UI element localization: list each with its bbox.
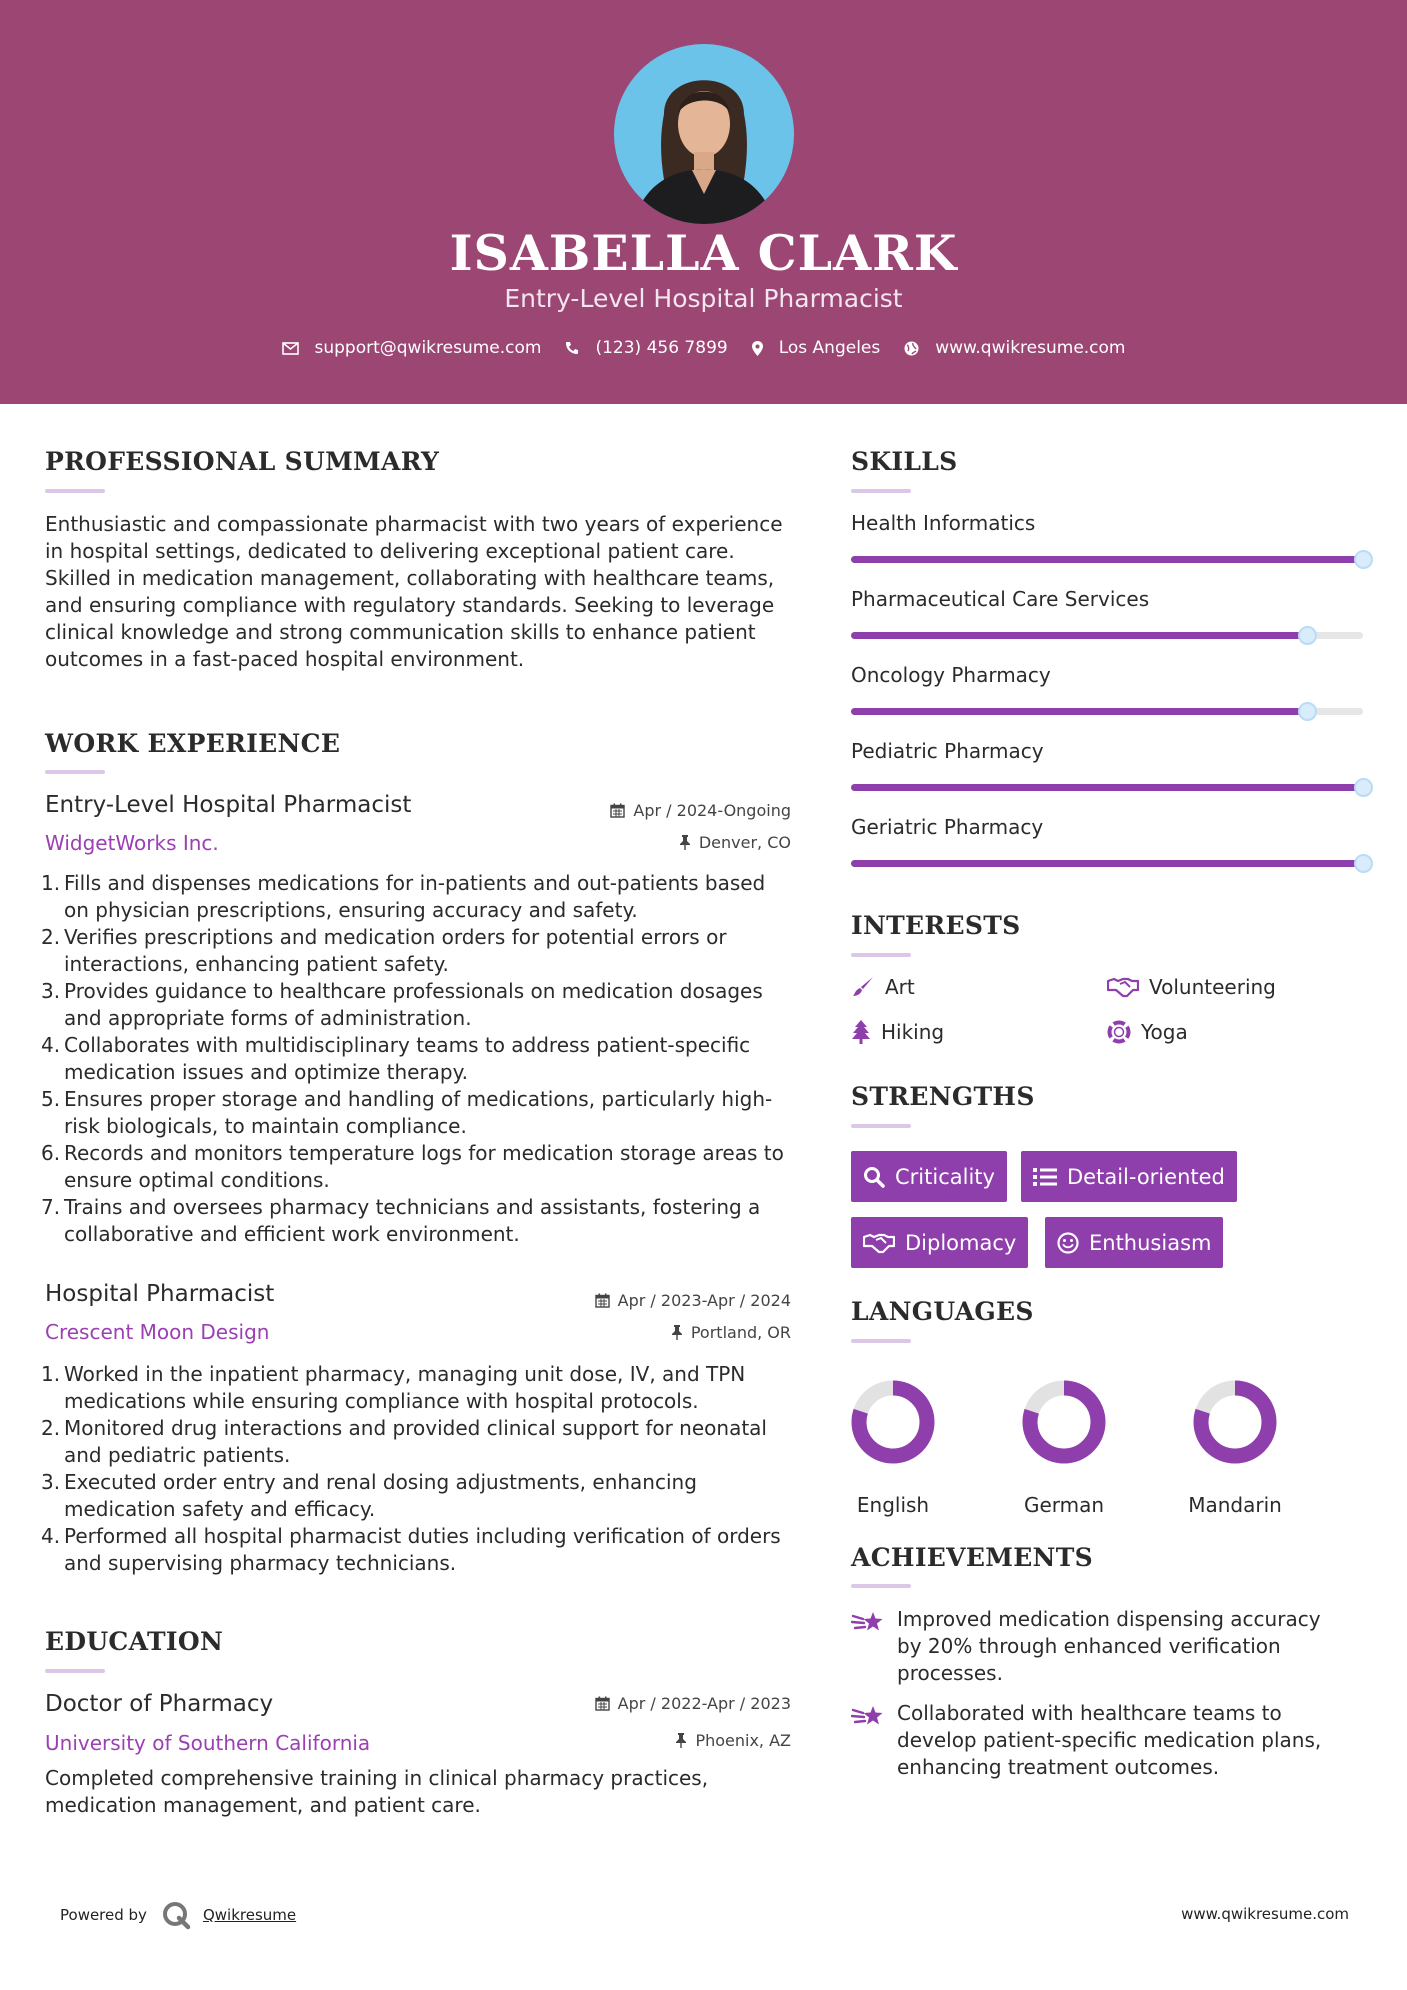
job-duties-list [41, 870, 795, 1248]
section-title-interests: INTERESTS [851, 911, 1021, 940]
footer-brand-link[interactable]: Qwikresume [202, 1906, 297, 1924]
contact-phone[interactable] [565, 338, 727, 358]
section-rule [45, 1669, 105, 1673]
interest-hiking: Hiking [851, 1020, 944, 1044]
section-title-achievements: ACHIEVEMENTS [851, 1543, 1093, 1572]
section-rule [45, 770, 105, 774]
list-item: 7. Trains and oversees pharmacy technicians and assistants, fostering a collaborative and efficient work environment. [41, 1195, 761, 1246]
interest-yoga: Yoga [1107, 1020, 1188, 1044]
skill-bar [851, 632, 1363, 639]
language-label: Mandarin [1188, 1493, 1282, 1517]
pushpin-icon [679, 835, 691, 850]
skill-bar [851, 860, 1363, 867]
map-pin-icon [752, 341, 763, 356]
section-title-education: EDUCATION [45, 1627, 224, 1656]
strength-chip-criticality: Criticality [851, 1151, 1007, 1202]
section-rule [851, 1124, 911, 1128]
profile-photo [614, 44, 794, 224]
skill-bar [851, 784, 1363, 791]
language-item [833, 1377, 953, 1517]
skill-bar-fill [851, 556, 1363, 563]
tree-icon [851, 1020, 871, 1044]
phone-text: (123) 456 7899 [595, 338, 728, 358]
skill-label: Health Informatics [851, 511, 1036, 535]
section-title-skills: SKILLS [851, 447, 958, 476]
skill-label: Oncology Pharmacy [851, 663, 1051, 687]
education-dates-text: Apr / 2022-Apr / 2023 [617, 1694, 791, 1713]
section-title-languages: LANGUAGES [851, 1297, 1034, 1326]
degree-title: Doctor of Pharmacy [45, 1691, 274, 1717]
education-location-text: Phoenix, AZ [695, 1731, 791, 1750]
skill-bar-fill [851, 784, 1363, 791]
skill-bar-fill [851, 860, 1363, 867]
candidate-role: Entry-Level Hospital Pharmacist [504, 284, 903, 313]
skill-bar-knob [1354, 778, 1373, 797]
language-label: German [1023, 1493, 1105, 1517]
shooting-star-icon [851, 1608, 885, 1636]
contact-website[interactable] [904, 338, 1125, 358]
search-icon [863, 1166, 885, 1188]
list-item: 6. Records and monitors temperature logs for medication storage areas to ensure optimal conditions. [41, 1141, 784, 1192]
language-donut [1004, 1377, 1124, 1467]
skill-bar-knob [1354, 854, 1373, 873]
list-item: 4. Performed all hospital pharmacist duties including verification of orders and supervising pharmacy technicians. [41, 1524, 781, 1575]
language-donut [833, 1377, 953, 1467]
resume-header [0, 0, 1407, 404]
list-item: 5. Ensures proper storage and handling of medications, particularly high-risk biologicals, to maintain compliance. [41, 1087, 773, 1138]
handshake-icon [1107, 976, 1139, 998]
skill-bar [851, 556, 1363, 563]
strength-chip-enthusiasm: Enthusiasm [1045, 1217, 1223, 1268]
skill-label: Pharmaceutical Care Services [851, 587, 1150, 611]
strength-chip-detail-oriented: Detail-oriented [1021, 1151, 1237, 1202]
section-title-summary: PROFESSIONAL SUMMARY [45, 447, 440, 476]
pushpin-icon [675, 1733, 687, 1748]
globe-icon [904, 341, 919, 356]
candidate-name: ISABELLA CLARK [449, 224, 958, 282]
calendar-icon [610, 803, 625, 818]
footer-powered-by [60, 1900, 296, 1930]
strength-chip-diplomacy: Diplomacy [851, 1217, 1028, 1268]
section-rule [851, 1584, 911, 1588]
website-text: www.qwikresume.com [935, 338, 1126, 358]
job-dates-text: Apr / 2024-Ongoing [633, 801, 791, 820]
language-donut [1175, 1377, 1295, 1467]
job-duties-list [41, 1361, 795, 1577]
list-item: 2. Monitored drug interactions and provided clinical support for neonatal and pediatric patients. [41, 1416, 767, 1467]
pushpin-icon [671, 1325, 683, 1340]
education-location [675, 1731, 791, 1750]
paintbrush-icon [851, 975, 875, 999]
list-item: 3. Executed order entry and renal dosing adjustments, enhancing medication safety and efficacy. [41, 1470, 697, 1521]
education-text: Completed comprehensive training in clinical pharmacy practices, medication management, and patient care. [45, 1766, 709, 1817]
list-item: 1. Fills and dispenses medications for in-patients and out-patients based on physician prescriptions, ensuring accuracy and safety. [41, 871, 766, 922]
job-location [671, 1323, 791, 1342]
section-rule [45, 489, 105, 493]
lifering-icon [1107, 1020, 1131, 1044]
skill-bar [851, 708, 1363, 715]
location-text: Los Angeles [778, 338, 881, 358]
footer-website-link[interactable]: www.qwikresume.com [1181, 1905, 1349, 1923]
achievement-item [851, 1700, 1351, 1781]
interest-art: Art [851, 975, 915, 999]
section-rule [851, 489, 911, 493]
section-title-experience: WORK EXPERIENCE [45, 729, 341, 758]
section-title-strengths: STRENGTHS [851, 1082, 1035, 1111]
language-label: English [856, 1493, 930, 1517]
job-dates-text: Apr / 2023-Apr / 2024 [617, 1291, 791, 1310]
powered-by-label: Powered by [60, 1906, 147, 1924]
envelope-icon [282, 342, 299, 355]
phone-icon [565, 341, 579, 355]
skill-label: Geriatric Pharmacy [851, 815, 1044, 839]
job-title: Entry-Level Hospital Pharmacist [45, 792, 412, 818]
list-icon [1033, 1167, 1057, 1187]
job-dates [595, 1291, 791, 1310]
contact-email[interactable] [282, 338, 542, 358]
job-dates [610, 801, 791, 820]
smile-icon [1057, 1232, 1079, 1254]
achievement-text: Collaborated with healthcare teams to develop patient-specific medication plans, enhancing treatment outcomes. [897, 1701, 1322, 1779]
job-location [679, 833, 791, 852]
achievement-item [851, 1606, 1351, 1687]
company-name: WidgetWorks Inc. [45, 831, 219, 855]
interest-volunteering: Volunteering [1107, 975, 1276, 999]
summary-text: Enthusiastic and compassionate pharmacist with two years of experience in hospital settings, dedicated to delivering exceptional patient care. Skilled in medication management, collaborating with healthcare teams, and ensuring compliance with regulatory standards. Seeking to leverage clinical knowledge and strong communication skills to enhance patient outcomes in a fast-paced hospital environment. [45, 512, 783, 671]
section-rule [851, 953, 911, 957]
email-text: support@qwikresume.com [314, 338, 542, 358]
achievement-text: Improved medication dispensing accuracy by 20% through enhanced verification processes. [897, 1607, 1321, 1685]
list-item: 4. Collaborates with multidisciplinary teams to address patient-specific medication issues and optimize therapy. [41, 1033, 751, 1084]
list-item: 1. Worked in the inpatient pharmacy, managing unit dose, IV, and TPN medications while ensuring compliance with hospital protocols. [41, 1362, 746, 1413]
job-location-text: Denver, CO [698, 833, 791, 852]
skill-bar-fill [851, 632, 1307, 639]
school-name: University of Southern California [45, 1731, 371, 1755]
contact-location [752, 338, 881, 358]
skill-bar-fill [851, 708, 1307, 715]
skill-bar-knob [1354, 550, 1373, 569]
calendar-icon [595, 1293, 610, 1308]
language-item [1004, 1377, 1124, 1517]
section-rule [851, 1339, 911, 1343]
skill-bar-knob [1298, 702, 1317, 721]
list-item: 2. Verifies prescriptions and medication orders for potential errors or interactions, enhancing patient safety. [41, 925, 727, 976]
job-location-text: Portland, OR [690, 1323, 791, 1342]
list-item: 3. Provides guidance to healthcare professionals on medication dosages and appropriate forms of administration. [41, 979, 763, 1030]
education-dates [595, 1694, 791, 1713]
skill-bar-knob [1298, 626, 1317, 645]
company-name: Crescent Moon Design [45, 1320, 270, 1344]
qwikresume-logo-icon [161, 1900, 191, 1930]
calendar-icon [595, 1696, 610, 1711]
shooting-star-icon [851, 1702, 885, 1730]
language-item [1175, 1377, 1295, 1517]
handshake-icon [863, 1232, 895, 1254]
job-title: Hospital Pharmacist [45, 1281, 275, 1307]
contact-bar [0, 338, 1407, 358]
skill-label: Pediatric Pharmacy [851, 739, 1044, 763]
